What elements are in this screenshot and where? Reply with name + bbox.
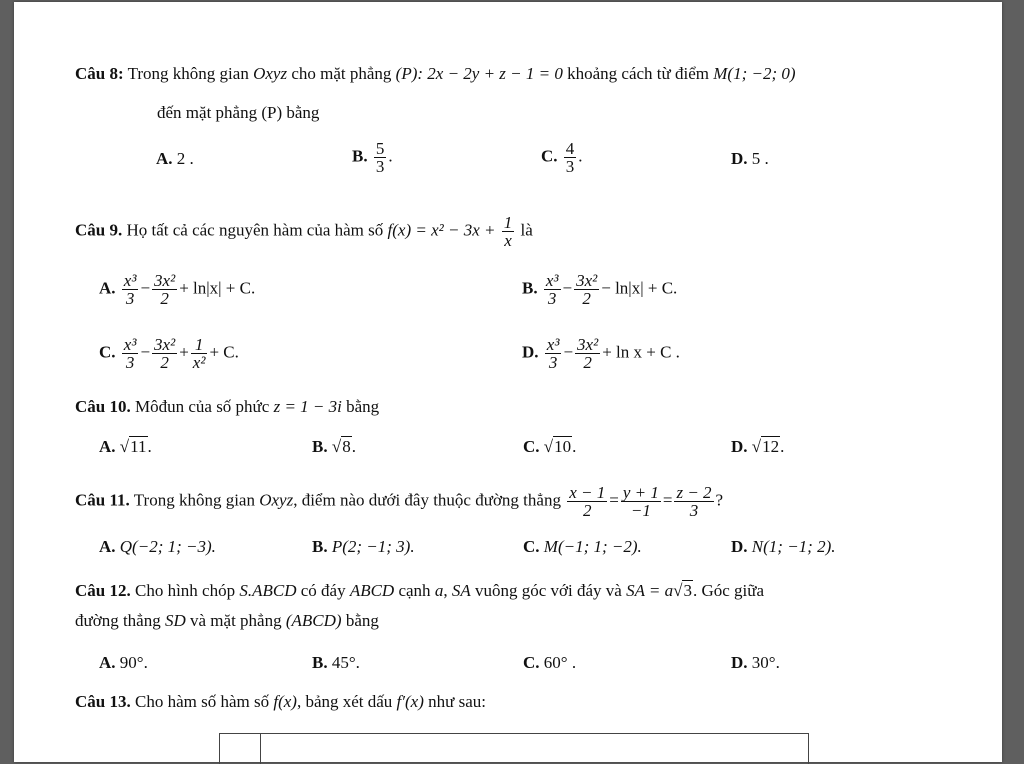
option-c: C. √10. [523,437,577,456]
option-c: C. 60° . [523,653,577,672]
question-9: Câu 9. Họ tất cả các nguyên hàm của hàm số f(x) = x² − 3x + $\frac{1}{x}$ là [75,213,533,250]
option-a: A. √11. [99,437,152,456]
option-a: A. 90°. [99,653,148,672]
sign-table [219,733,809,764]
option-d: D. $\frac{\text{x³}}{3}$ − $\frac{\text{3x²}}{2}$ + ln x + C . [522,335,680,372]
option-d: D. 30°. [731,653,780,672]
option-b: B. $\frac{\text{x³}}{3}$ − $\frac{\text{3x²}}{2}$ − ln|x| + C. [522,271,678,308]
option-b: B. √8. [312,437,356,456]
option-a: A. Q(−2; 1; −3). [99,537,216,556]
option-c: C. $\frac{\text{x³}}{3}$ − $\frac{\text{3x²}}{2}$ + $\frac{1}{\text{x²}}$ + C. [99,335,239,372]
option-d: D. 5 . [731,149,769,168]
fraction: $\frac{4}{3}$ [565,139,575,176]
question-label: Câu 8: [75,64,124,83]
question-12-line2: đường thẳng SD và mặt phẳng (ABCD) bằng [75,611,379,630]
table-divider [260,734,261,764]
option-d: D. √12. [731,437,785,456]
question-12: Câu 12. Cho hình chóp S.ABCD có đáy ABCD cạnh a, SA vuông góc với đáy và SA = a√3. Góc giữa [75,581,765,600]
option-b: B. 45°. [312,653,360,672]
question-8: Câu 8: Trong không gian Oxyz cho mặt phẳng (P): 2x − 2y + z − 1 = 0 khoảng cách từ điểm M(1; −2; 0) [75,64,796,83]
question-11: Câu 11. Trong không gian Oxyz, điểm nào dưới đây thuộc đường thẳng $\frac{x - 1}{2}$ = $\frac{y + 1}{-1}$ = $\frac{z - 2}{3}$ ? [75,483,724,520]
option-b: B. P(2; −1; 3). [312,537,415,556]
option-c: C. M(−1; 1; −2). [523,537,642,556]
option-a: A. 2 . [156,149,194,168]
document-page [14,2,1002,762]
option-b: B. $\frac{5}{3}$ . [352,139,393,176]
question-8-line2: đến mặt phẳng (P) bằng [157,103,320,122]
question-13: Câu 13. Cho hàm số hàm số f(x), bảng xét dấu f′(x) như sau: [75,692,486,711]
option-a: A. $\frac{\text{x³}}{3}$ − $\frac{\text{3x²}}{2}$ + ln|x| + C. [99,271,256,308]
question-10: Câu 10. Môđun của số phức z = 1 − 3i bằng [75,397,380,416]
fraction: $\frac{5}{3}$ [375,139,385,176]
fraction: $\frac{1}{x}$ [503,213,513,250]
option-c: C. $\frac{4}{3}$ . [541,139,583,176]
option-d: D. N(1; −1; 2). [731,537,836,556]
